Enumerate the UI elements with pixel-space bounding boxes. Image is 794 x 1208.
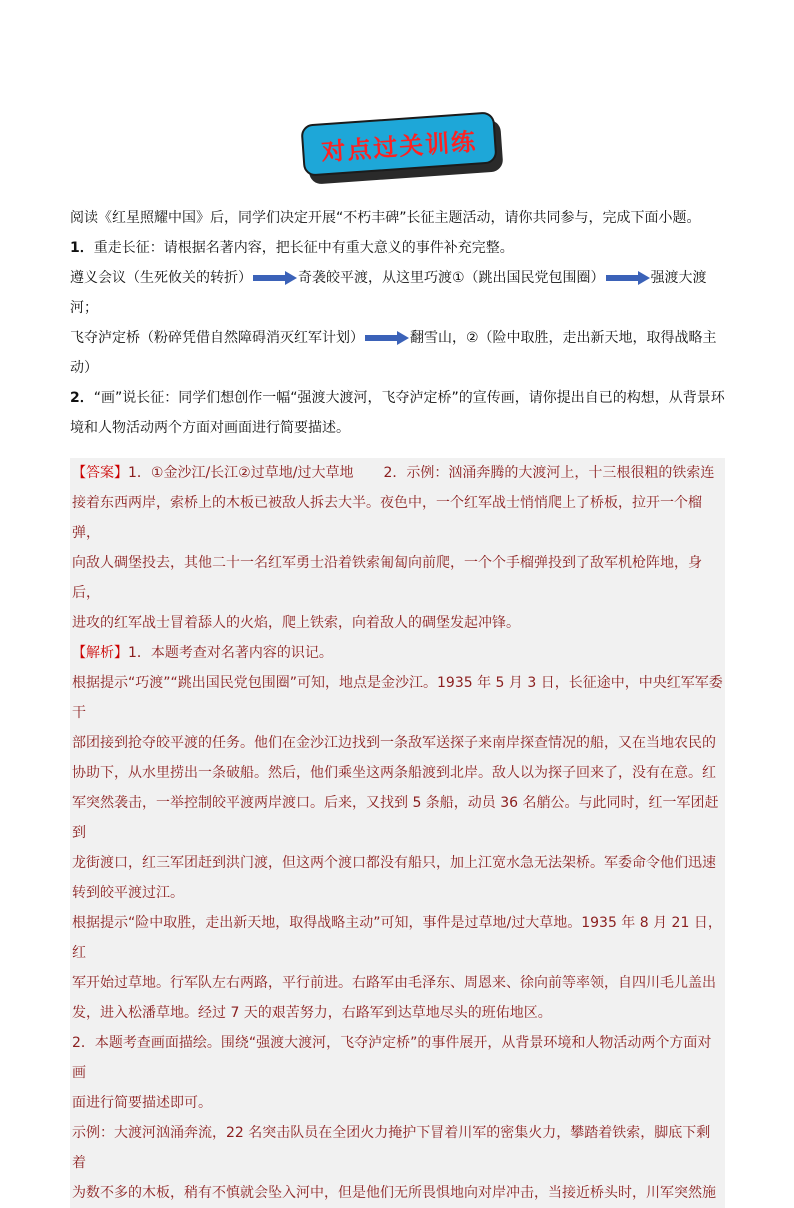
- analysis-line: 军开始过草地。行军队左右两路，平行前进。右路军由毛泽东、周恩来、徐向前等率领，自四川毛儿盖出: [72, 975, 716, 991]
- answer-line: 向敌人碉堡投去，其他二十一名红军勇士沿着铁索匍匐向前爬，一个个手榴弹投到了敌军机枪阵地，身后，: [72, 555, 702, 601]
- analysis-line: [70, 638, 725, 668]
- question-2-continued: 境和人物活动两个方面对画面进行简要描述。: [70, 420, 350, 436]
- event-chain-line-1: [70, 263, 725, 323]
- answer-line: 进攻的红军战士冒着舔人的火焰，爬上铁索，向着敌人的碉堡发起冲锋。: [72, 615, 520, 631]
- answer-panel: [70, 458, 725, 1208]
- answer-2: 2．示例：汹涌奔腾的大渡河上，十三根很粗的铁索连: [383, 465, 715, 481]
- analysis-line: 2．本题考查画面描绘。围绕“强渡大渡河，飞夺泸定桥”的事件展开，从背景环境和人物活动两个方面对画: [72, 1035, 712, 1081]
- analysis-tag: 【解析】: [72, 645, 128, 661]
- chain-item: 遵义会议（生死攸关的转折）: [70, 270, 252, 286]
- section-title-badge: [302, 118, 502, 176]
- analysis-line: 面进行简要描述即可。: [72, 1095, 212, 1111]
- question-2: [70, 383, 725, 413]
- chain-blank-1: ①（跳出国民党包围圈）: [452, 270, 605, 286]
- right-arrow-icon: [606, 271, 650, 285]
- analysis-line: 龙街渡口，红三军团赶到洪门渡，但这两个渡口都没有船只，加上江宽水急无法架桥。军委命令他们迅速: [72, 855, 716, 871]
- chain-item: 翻雪山，: [410, 330, 466, 346]
- chain-item: 飞夺泸定桥（粉碎凭借自然障碍消灭红军计划）: [70, 330, 364, 346]
- answer-1: 1．①金沙江/长江②过草地/过大草地: [128, 465, 354, 481]
- analysis-line: 示例：大渡河汹涌奔流，22 名突击队员在全团火力掩护下冒着川军的密集火力，攀踏着铁索，脚底下剩着: [72, 1125, 711, 1171]
- analysis-line: 协助下，从水里捞出一条破船。然后，他们乘坐这两条船渡到北岸。敌人以为探子回来了，没有在意。红: [72, 765, 716, 781]
- analysis-line: 根据提示“巧渡”“跳出国民党包围圈”可知，地点是金沙江。1935 年 5 月 3 日，长征途中，中央红军军委干: [72, 675, 723, 721]
- analysis-line: 发，进入松潘草地。经过 7 天的艰苦努力，右路军到达草地尽头的班佑地区。: [72, 1005, 552, 1021]
- question-intro: 阅读《红星照耀中国》后，同学们决定开展“不朽丰碑”长征主题活动，请你共同参与，完成下面小题。: [70, 210, 701, 226]
- answer-line: 接着东西两岸，索桥上的木板已被敌人拆去大半。夜色中，一个红军战士悄悄爬上了桥板，拉开一个榴弹，: [72, 495, 702, 541]
- chain-blank-2: ②（险中取胜，走出新天地，取得战略主: [466, 330, 717, 346]
- event-chain-line-3: 动）: [70, 360, 98, 376]
- question-1: [70, 233, 725, 263]
- right-arrow-icon: [365, 331, 409, 345]
- question-2-text: “画”说长征：同学们想创作一幅“强渡大渡河，飞夺泸定桥”的宣传画，请你提出自已的构想，从背景环: [93, 390, 725, 406]
- analysis-1-heading: 1．本题考查对名著内容的识记。: [128, 645, 333, 661]
- analysis-line: 部团接到抢夺皎平渡的任务。他们在金沙江边找到一条敌军送探子来南岸探查情况的船，又在当地农民的: [72, 735, 716, 751]
- question-2-number: 2．: [70, 390, 94, 406]
- chain-item: 奇袭皎平渡，从这里巧渡: [298, 270, 452, 286]
- answer-line: [70, 458, 725, 488]
- badge-title: 对点过关训练: [320, 127, 478, 166]
- chain-item: 强渡大渡河；: [70, 270, 707, 316]
- analysis-line: 根据提示“险中取胜，走出新天地，取得战略主动”可知，事件是过草地/过大草地。1935 年 8 月 21 日，红: [72, 915, 722, 961]
- analysis-line: 为数不多的木板，稍有不慎就会坠入河中，但是他们无所畏惧地向对岸冲击，当接近桥头时，川军突然施: [72, 1185, 716, 1201]
- right-arrow-icon: [253, 271, 297, 285]
- analysis-line: 军突然袭击，一举控制皎平渡两岸渡口。后来，又找到 5 条船，动员 36 名艄公。与此同时，红一军团赶到: [72, 795, 719, 841]
- event-chain-line-2: [70, 323, 725, 353]
- question-1-number: 1．: [70, 240, 94, 256]
- question-block: [70, 203, 725, 443]
- answer-tag: 【答案】: [72, 465, 128, 481]
- question-1-text: 重走长征：请根据名著内容，把长征中有重大意义的事件补充完整。: [93, 240, 514, 256]
- analysis-line: 转到皎平渡过江。: [72, 885, 184, 901]
